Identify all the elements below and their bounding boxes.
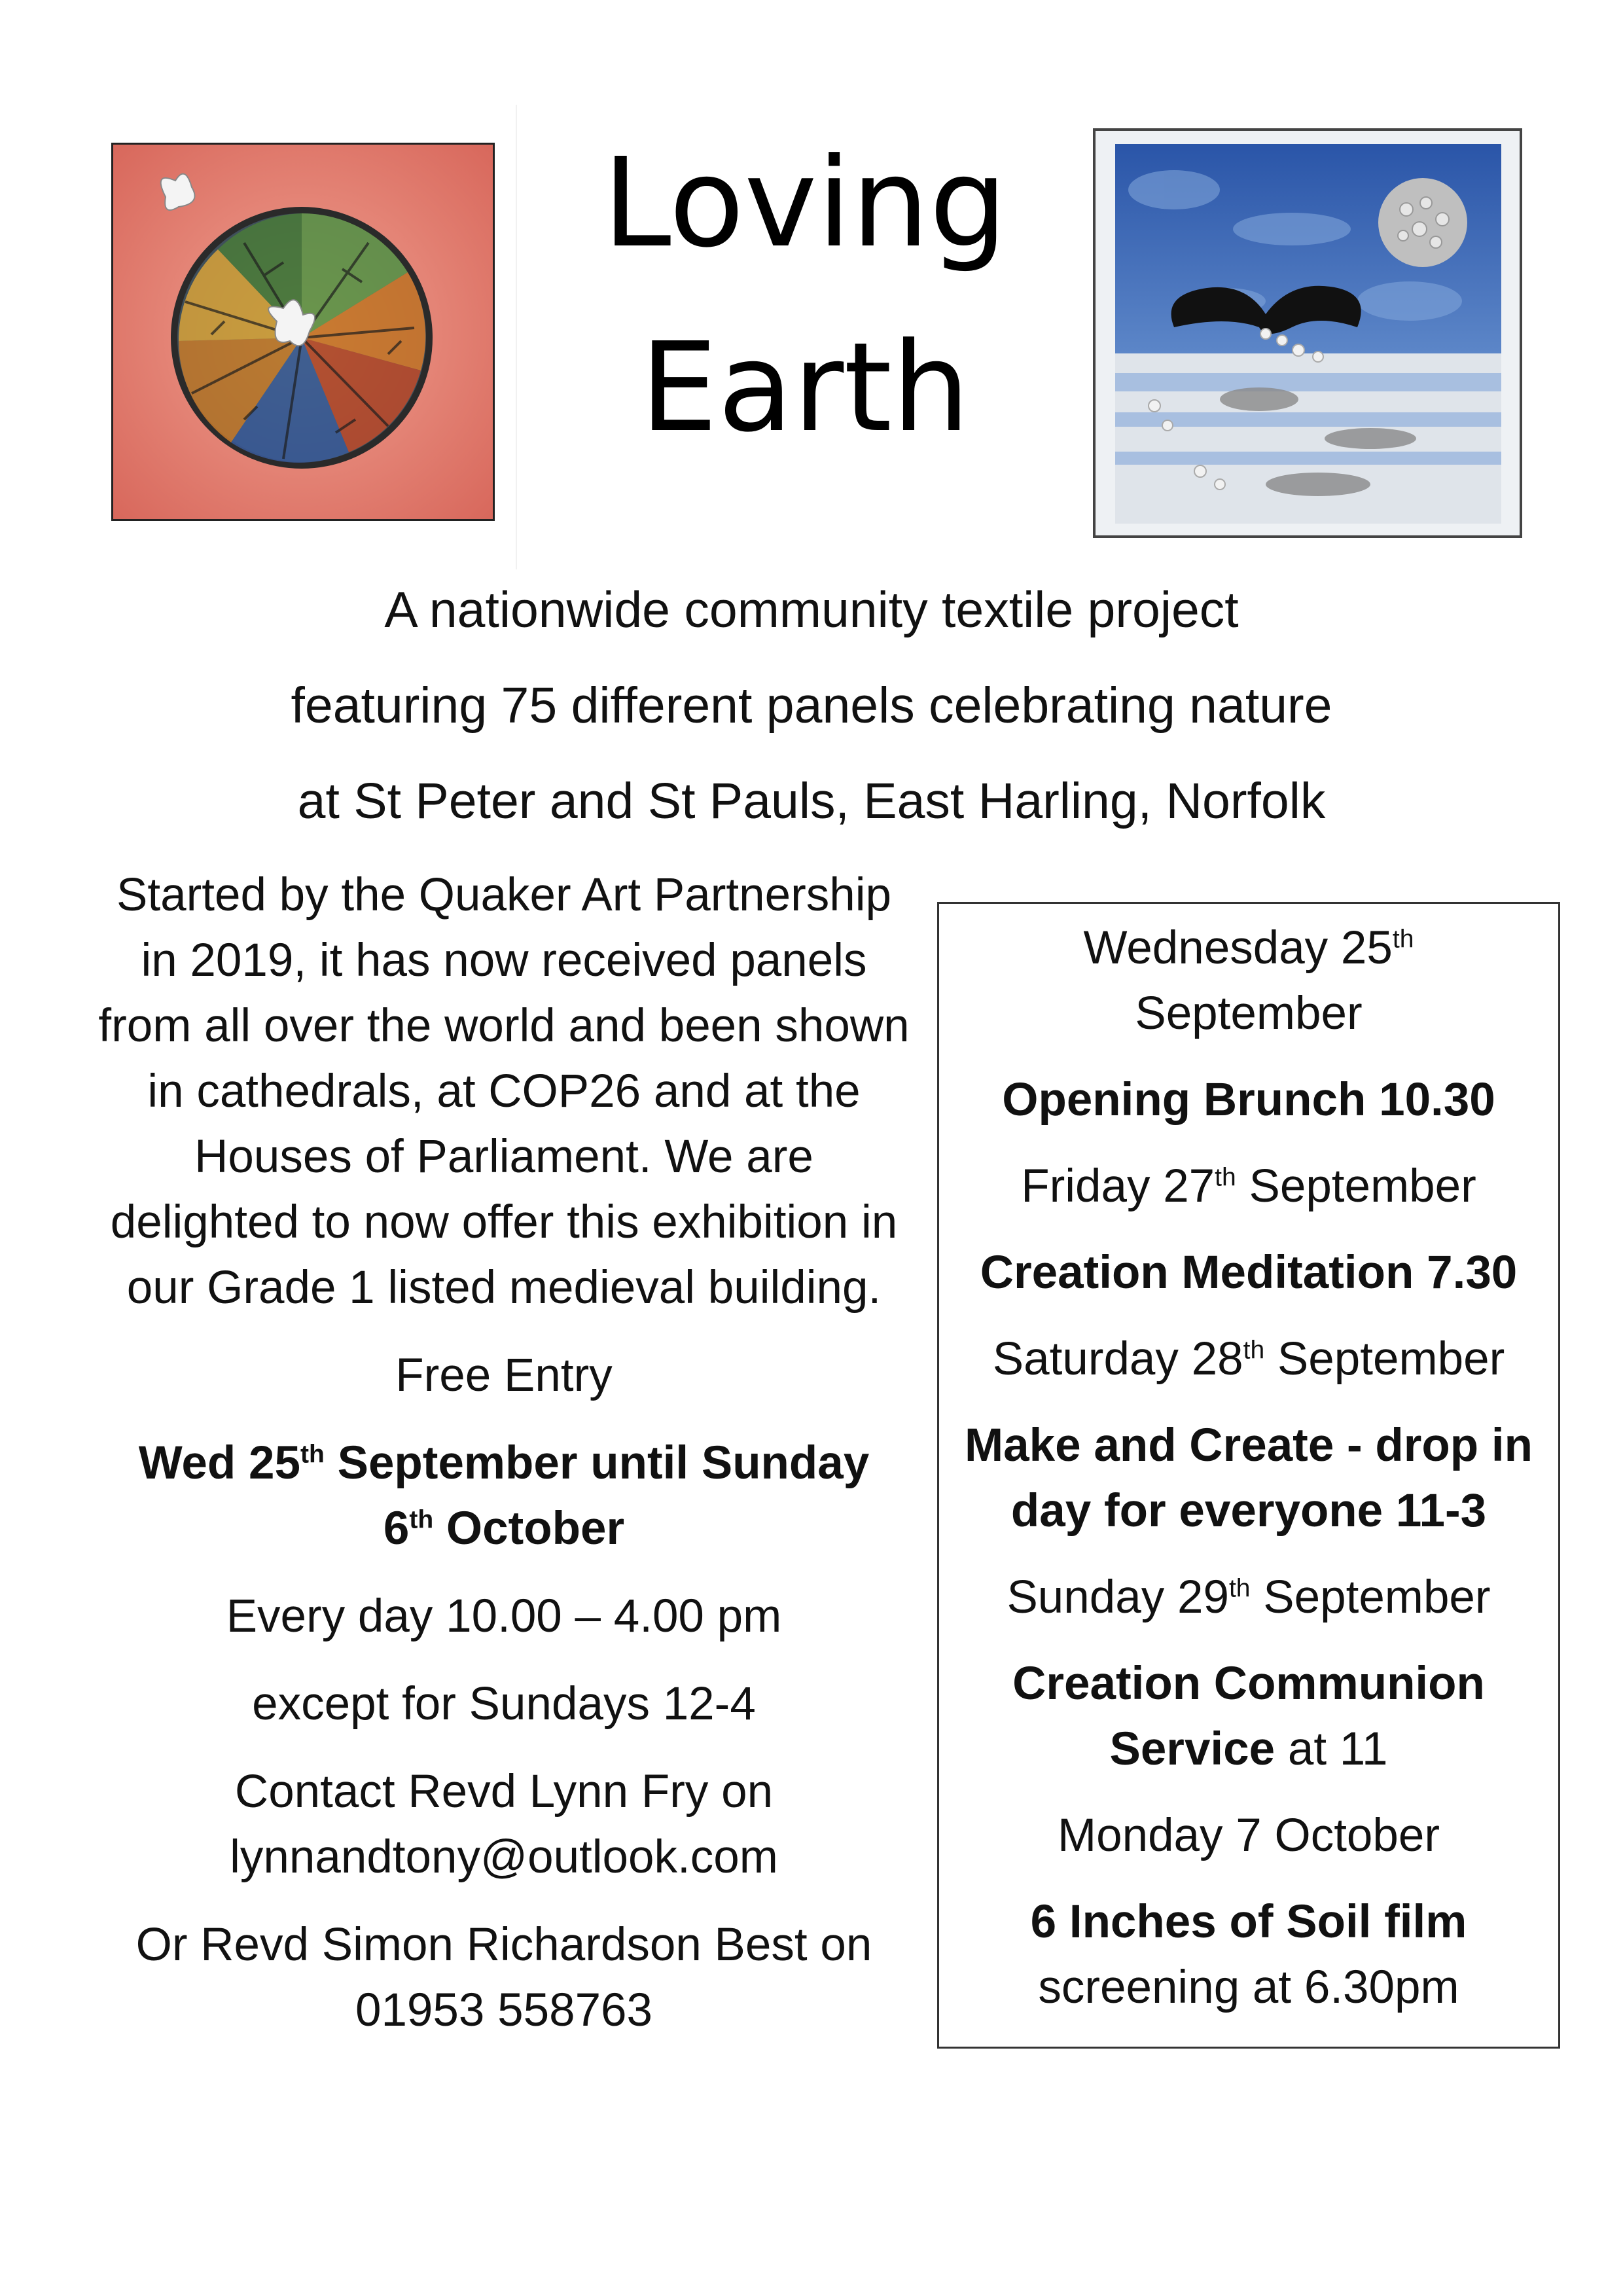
events-schedule-box — [937, 902, 1560, 2049]
dates-part-3: 6 — [383, 1503, 410, 1554]
event-3-day: Saturday 28 — [992, 1333, 1243, 1385]
contact-simon-phone: 01953 558763 — [355, 1984, 653, 2036]
contact-simon — [98, 1912, 910, 2043]
event-2-day-rest: September — [1236, 1160, 1476, 1212]
contact-lynn-label: Contact Revd Lynn Fry on — [234, 1766, 774, 1818]
event-3-day-sup: th — [1243, 1336, 1265, 1365]
event-2-day-sup: th — [1215, 1163, 1236, 1192]
event-5-title-extra: screening at 6.30pm — [1038, 1962, 1459, 2013]
dates-part-4: October — [433, 1503, 625, 1554]
event-1-day: Wednesday 25 — [1083, 922, 1393, 974]
dates-sup-2: th — [409, 1505, 434, 1534]
textile-panel-butterflies-image — [111, 143, 495, 521]
event-2-title: Creation Meditation 7.30 — [980, 1247, 1518, 1299]
event-1-date — [939, 916, 1558, 1047]
event-5-date: Monday 7 October — [1057, 1810, 1440, 1861]
subtitle-line-2: featuring 75 different panels celebrating nature — [291, 677, 1332, 734]
exhibition-info — [98, 863, 910, 2043]
event-4-title-bold: Creation Communion Service — [1012, 1658, 1485, 1775]
title-line-1: Loving — [602, 132, 1008, 275]
contact-simon-label: Or Revd Simon Richardson Best on — [135, 1919, 872, 1971]
event-4-day-sup: th — [1228, 1574, 1251, 1603]
intro-paragraph: Started by the Quaker Art Partnership in 2019, it has now received panels from all over the world and been shown in cathedrals, at COP26 and at the Houses of Parliament. We are delighted to now offer this exhibition in our Grade 1 listed medieval building. — [98, 869, 910, 1314]
event-3-day-rest: September — [1264, 1333, 1505, 1385]
poster-title — [543, 111, 1067, 480]
sunday-hours: except for Sundays 12-4 — [252, 1678, 756, 1730]
event-1-title: Opening Brunch 10.30 — [1002, 1074, 1495, 1126]
opening-hours: Every day 10.00 – 4.00 pm — [226, 1590, 782, 1642]
event-4-date — [939, 1565, 1558, 1630]
event-4-title — [939, 1651, 1558, 1782]
divider-line — [516, 105, 517, 569]
contact-lynn — [98, 1759, 910, 1890]
event-4-day: Sunday 29 — [1007, 1571, 1229, 1623]
event-3-date — [939, 1327, 1558, 1392]
free-entry: Free Entry — [395, 1350, 613, 1401]
event-3-title: Make and Create - drop in day for everyone 11-3 — [965, 1420, 1533, 1537]
dates-sup-1: th — [300, 1440, 325, 1469]
contact-lynn-email[interactable]: lynnandtony@outlook.com — [230, 1831, 778, 1883]
event-2-date — [939, 1154, 1558, 1219]
subtitle-line-1: A nationwide community textile project — [384, 582, 1239, 638]
event-5-title — [939, 1890, 1558, 2020]
event-5-title-bold: 6 Inches of Soil film — [1030, 1896, 1467, 1948]
event-2-day: Friday 27 — [1021, 1160, 1215, 1212]
exhibition-dates — [98, 1431, 910, 1562]
event-1-day-sup: th — [1392, 925, 1414, 954]
title-line-2: Earth — [639, 316, 971, 459]
subtitle-line-3: at St Peter and St Pauls, East Harling, Norfolk — [297, 773, 1326, 829]
dates-part-1: Wed 25 — [138, 1437, 300, 1489]
event-4-title-extra: at 11 — [1275, 1723, 1388, 1775]
event-1-day-rest: September — [1135, 988, 1363, 1039]
textile-panel-whale-image — [1093, 128, 1522, 538]
dates-part-2: September until Sunday — [324, 1437, 870, 1489]
event-4-day-rest: September — [1250, 1571, 1491, 1623]
